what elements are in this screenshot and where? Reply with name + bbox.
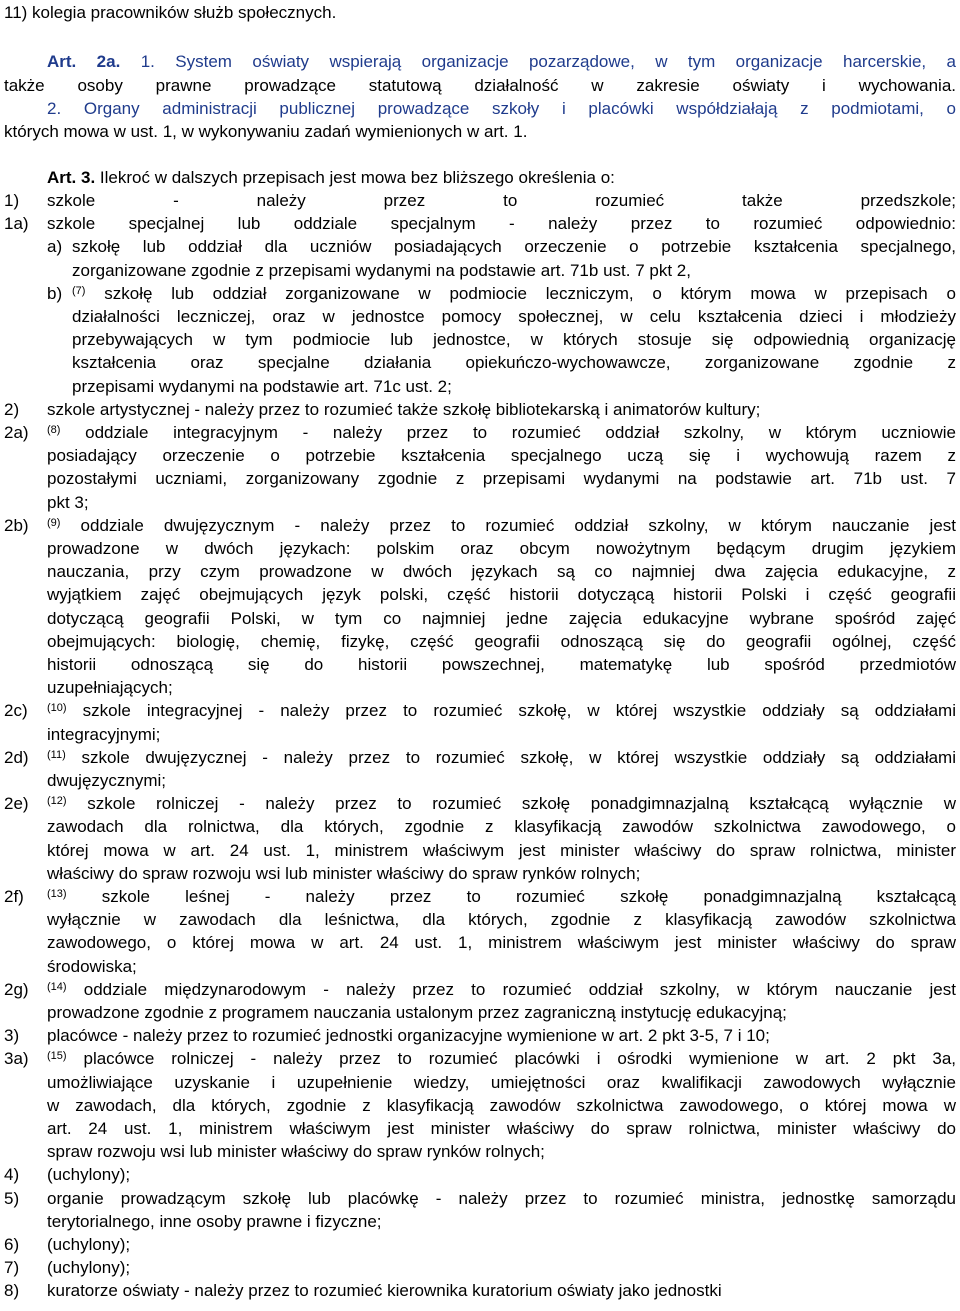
item-text: zawodowego, o której mowa w art. 24 ust. 1, ministrem właściwym jest minister właściwy do spraw	[47, 933, 956, 953]
item-text: art. 24 ust. 1, ministrem właściwym jest minister właściwy do spraw rolnictwa, minister właściwy do	[47, 1119, 956, 1138]
art-3-intro-text: Ilekroć w dalszych przepisach jest mowa bez bliższego określenia o:	[99, 168, 615, 187]
footnote-ref: (15)	[47, 1050, 67, 1063]
item-text: kuratorze oświaty - należy przez to rozumieć kierownika kuratorium oświaty jako jednostki	[47, 1281, 722, 1301]
art-2a-label: Art. 2a.	[47, 52, 121, 71]
item-label: 3)	[4, 1026, 20, 1046]
item-label: 3a)	[4, 1049, 29, 1069]
item-text: $^{(10)}$ szkole integracyjnej - należy przez to rozumieć szkołę, w której wszystkie oddziały są oddziałami	[47, 701, 956, 721]
item-label: 5)	[4, 1188, 20, 1208]
item-text: przepisami wydanymi na podstawie art. 71c ust. 2;	[72, 376, 452, 396]
item-text: obejmujących: biologię, chemię, fizykę, część geografii odnoszącą się do geografii ogólnej, część	[47, 631, 956, 651]
item-text: której mowa w art. 24 ust. 1, ministrem właściwym jest minister właściwy do spraw rolnictwa, minister	[47, 840, 956, 860]
item-text: historii odnoszącą się do historii powszechnej, matematykę lub spośród przedmiotów	[47, 655, 956, 674]
footnote-ref: (14)	[47, 980, 67, 993]
footnote-ref: (9)	[47, 516, 61, 529]
item-text: właściwy do spraw rozwoju wsi lub minister właściwy do spraw rynków rolnych;	[47, 863, 641, 883]
item-text: placówce - należy przez to rozumieć jednostki organizacyjne wymienione w art. 2 pkt 3-5, 7 i 10;	[47, 1026, 770, 1046]
item-label: b)	[47, 283, 63, 303]
art-2a-line-1	[4, 50, 956, 73]
item-text: $^{(8)}$ oddziale integracyjnym - należy przez to rozumieć oddział szkolny, w którym uczniowie	[47, 423, 956, 442]
item-text: uzupełniających;	[47, 678, 173, 698]
item-text: terytorialnego, inne osoby prawne i fizyczne;	[47, 1211, 382, 1231]
footnote-ref: (12)	[47, 795, 67, 808]
item-text: $^{(12)}$ szkole rolniczej - należy przez to rozumieć szkołę ponadgimnazjalną kształcącą wyłącznie w	[47, 794, 956, 814]
item-label: 2)	[4, 399, 20, 419]
item-text: prowadzone w dwóch językach: polskim oraz obcym nowożytnym będącym drugim językiem	[47, 539, 956, 558]
item-text: wyłącznie w zawodach dla leśnictwa, dla których, zgodnie z klasyfikacją zawodów szkolnictwa	[47, 910, 956, 930]
art-2a-line-2: także osoby prawne prowadzące statutową działalność w zakresie oświaty i wychowania.	[4, 76, 956, 95]
item-text: pkt 3;	[47, 492, 89, 512]
item-text: $^{(15)}$ placówce rolniczej - należy przez to rozumieć placówki i ośrodki wymienione w art. 2 pkt 3a,	[47, 1049, 956, 1069]
art-3-label: Art. 3.	[47, 168, 96, 187]
item-label: a)	[47, 237, 63, 257]
item-text: $^{(14)}$ oddziale międzynarodowym - należy przez to rozumieć oddział szkolny, w którym nauczanie jest	[47, 979, 956, 999]
footnote-ref: (7)	[72, 284, 86, 297]
item-text: (uchylony);	[47, 1235, 131, 1254]
item-label: 2g)	[4, 979, 29, 999]
item-text: spraw rozwoju wsi lub minister właściwy do spraw rynków rolnych;	[47, 1142, 545, 1162]
item-label: 1)	[4, 191, 20, 210]
art-2a-line-4: których mowa w ust. 1, w wykonywaniu zadań wymienionych w art. 1.	[4, 122, 528, 141]
item-text: szkole artystycznej - należy przez to rozumieć także szkołę bibliotekarską i animatorów kultury;	[47, 399, 761, 419]
footnote-ref: (13)	[47, 888, 67, 900]
item-text: dotyczącą geografii Polski, w tym co najmniej jedne zajęcia edukacyjne wybrane spośród zajęć	[47, 608, 956, 628]
item-text: zawodach dla rolnictwa, dla których, zgodnie z klasyfikacją zawodów szkolnictwa zawodowego, o	[47, 817, 956, 837]
item-text: szkole specjalnej lub oddziale specjalnym - należy przez to rozumieć odpowiednio:	[47, 214, 956, 234]
item-text: $^{(7)}$ szkołę lub oddział zorganizowane w podmiocie leczniczym, o którym mowa w przepisach o	[72, 283, 956, 303]
item-text: integracyjnymi;	[47, 724, 161, 744]
item-text: dwujęzycznymi;	[47, 771, 167, 790]
item-label: 2f)	[4, 887, 24, 906]
item-label: 7)	[4, 1258, 20, 1278]
item-text: zorganizowane zgodnie z przepisami wydanymi na podstawie art. 71b ust. 7 pkt 2,	[72, 260, 691, 280]
item-text: $^{(11)}$ szkole dwujęzycznej - należy przez to rozumieć szkołę, w której wszystkie oddziały są oddziałami	[47, 747, 956, 767]
item-label: 2e)	[4, 794, 29, 814]
item-text: prowadzone zgodnie z programem nauczania ustalonym przez zagraniczną instytucję edukacyjną;	[47, 1003, 787, 1022]
item-text: umożliwiające uzyskanie i uzupełnienie wiedzy, umiejętności oraz kwalifikacji zawodowych wyłącznie	[47, 1072, 956, 1092]
item-text: kształcenia oraz specjalne działania opiekuńczo-wychowawcze, zorganizowane zgodnie z	[72, 353, 956, 373]
item-text: (uchylony);	[47, 1258, 131, 1278]
item-label: 6)	[4, 1235, 20, 1254]
item-text: środowiska;	[47, 956, 137, 976]
item-text: w zawodach, dla których, zgodnie z klasyfikacją zawodów szkolnictwa zawodowego, o której mowa w	[47, 1095, 956, 1115]
item-label: 8)	[4, 1281, 20, 1301]
item-text: nauczania, przy czym prowadzone w dwóch językach są co najmniej dwa zajęcia edukacyjne, z	[47, 562, 956, 582]
item-text: szkołę lub oddział dla uczniów posiadających orzeczenie o potrzebie kształcenia specjalnego,	[72, 237, 956, 257]
item-text: działalności leczniczej, oraz w jednostce pomocy społecznej, w celu kształcenia dzieci i młodzieży	[72, 307, 956, 326]
art-3-intro	[4, 166, 956, 189]
item-label: 2b)	[4, 515, 29, 535]
item-text: szkole - należy przez to rozumieć także przedszkole;	[47, 191, 956, 210]
item-label: 2d)	[4, 747, 29, 767]
item-text: organie prowadzącym szkołę lub placówkę - należy przez to rozumieć ministra, jednostkę samorządu	[47, 1188, 956, 1208]
item-text: (uchylony);	[47, 1165, 131, 1185]
item-text: $^{(9)}$ oddziale dwujęzycznym - należy przez to rozumieć oddział szkolny, w którym nauczanie jest	[47, 515, 956, 535]
list-item-11: 11) kolegia pracowników służb społecznych.	[4, 3, 337, 22]
item-text: posiadający orzeczenie o potrzebie kształcenia specjalnego uczą się i wychowują razem z	[47, 446, 956, 466]
art-2a-line-3: 2. Organy administracji publicznej prowadzące szkoły i placówki współdziałają z podmiotami, o	[47, 99, 956, 118]
item-text: przebywających w tym podmiocie lub jednostce, w których stosuje się odpowiednią organizację	[72, 330, 956, 350]
footnote-ref: (10)	[47, 702, 67, 715]
item-label: 4)	[4, 1165, 20, 1185]
item-text: pozostałymi uczniami, zorganizowany zgodnie z przepisami wydanymi na podstawie art. 71b ust. 7	[47, 469, 956, 489]
footnote-ref: (11)	[47, 748, 66, 761]
item-label: 2a)	[4, 423, 29, 442]
footnote-ref: (8)	[47, 424, 61, 436]
item-text: wyjątkiem zajęć obejmujących język polski, część historii dotyczącą historii Polski i część geografii	[47, 585, 956, 605]
item-text: $^{(13)}$ szkole leśnej - należy przez to rozumieć szkołę ponadgimnazjalną kształcącą	[47, 887, 956, 906]
item-label: 1a)	[4, 214, 29, 234]
art-2a-text-1: 1. System oświaty wspierają organizacje pozarządowe, w tym organizacje harcerskie, a	[140, 52, 956, 71]
item-label: 2c)	[4, 701, 28, 721]
